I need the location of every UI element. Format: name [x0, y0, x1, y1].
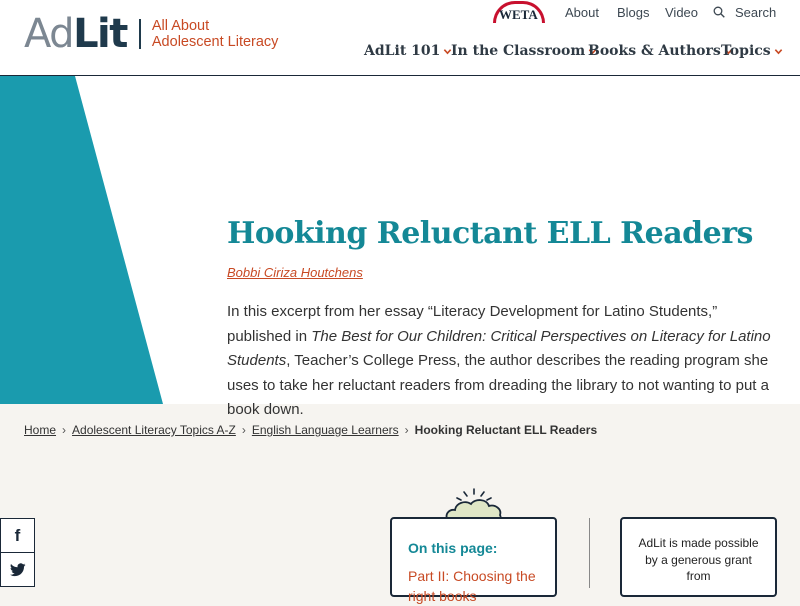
- nav-adlit101-label: AdLit 101: [364, 43, 441, 59]
- logo-divider: [139, 19, 141, 49]
- search-icon[interactable]: [713, 6, 725, 18]
- search-link[interactable]: Search: [735, 5, 777, 20]
- sponsor-box: [620, 517, 777, 597]
- article-intro: [227, 300, 772, 423]
- sponsor-text: AdLit is made possible by a generous grant from: [638, 536, 759, 583]
- breadcrumb-home[interactable]: Home: [24, 423, 57, 437]
- weta-logo-text: WETA: [499, 7, 538, 22]
- weta-logo[interactable]: [493, 1, 545, 23]
- breadcrumb: [24, 423, 597, 437]
- facebook-share-button[interactable]: [0, 518, 35, 553]
- author-link[interactable]: Bobbi Ciriza Houtchens: [227, 265, 363, 280]
- logo-tagline: [152, 18, 279, 50]
- nav-topics-label: Topics: [721, 43, 771, 59]
- nav-in-the-classroom-label: In the Classroom: [451, 43, 586, 59]
- logo-lit-text: Lit: [73, 11, 127, 57]
- intro-text-2: , Teacher’s College Press, the author describes the reading program she uses to take her reluctant readers from dreading the library to not wanting to put a book down.: [227, 352, 769, 418]
- tagline-line2: Adolescent Literacy: [151, 34, 279, 50]
- intro-text-1: In this excerpt from her essay “Literacy Development for Latino Students,” published in: [227, 303, 718, 345]
- site-header: [0, 0, 800, 76]
- section-divider: [589, 518, 590, 588]
- teal-accent-shape: [0, 76, 165, 404]
- nav-in-the-classroom[interactable]: [451, 43, 597, 59]
- intro-book-title: The Best for Our Children: Critical Perspectives on Literacy for Latino Students: [227, 327, 771, 369]
- on-this-page-title: On this page:: [408, 540, 498, 556]
- chevron-down-icon: [774, 47, 783, 56]
- twitter-icon: [10, 563, 26, 577]
- breadcrumb-topics-a-z[interactable]: Adolescent Literacy Topics A-Z: [72, 423, 236, 437]
- facebook-icon: f: [14, 525, 21, 545]
- on-this-page-box: [390, 517, 557, 604]
- page-title: Hooking Reluctant ELL Readers: [227, 216, 753, 251]
- article-hero: [0, 76, 800, 418]
- chevron-right-icon: ›: [241, 423, 246, 437]
- breadcrumb-ell[interactable]: English Language Learners: [251, 423, 399, 437]
- logo-ad-text: Ad: [24, 11, 74, 57]
- blogs-link[interactable]: Blogs: [617, 5, 650, 20]
- tagline-line1: All About: [151, 18, 210, 34]
- nav-books-authors-label: Books & Authors: [588, 43, 721, 59]
- video-link[interactable]: Video: [665, 5, 699, 20]
- nav-books-authors[interactable]: [588, 43, 733, 59]
- site-logo[interactable]: [24, 11, 279, 57]
- about-link[interactable]: About: [565, 5, 599, 20]
- chevron-right-icon: ›: [404, 423, 409, 437]
- nav-topics[interactable]: [721, 43, 783, 59]
- cloud-sun-icon: [443, 488, 505, 520]
- on-this-page-link-part2[interactable]: Part II: Choosing the right books: [408, 568, 536, 604]
- twitter-share-button[interactable]: [0, 552, 35, 587]
- chevron-right-icon: ›: [62, 423, 67, 437]
- breadcrumb-current: Hooking Reluctant ELL Readers: [414, 423, 598, 437]
- nav-adlit101[interactable]: [364, 43, 452, 59]
